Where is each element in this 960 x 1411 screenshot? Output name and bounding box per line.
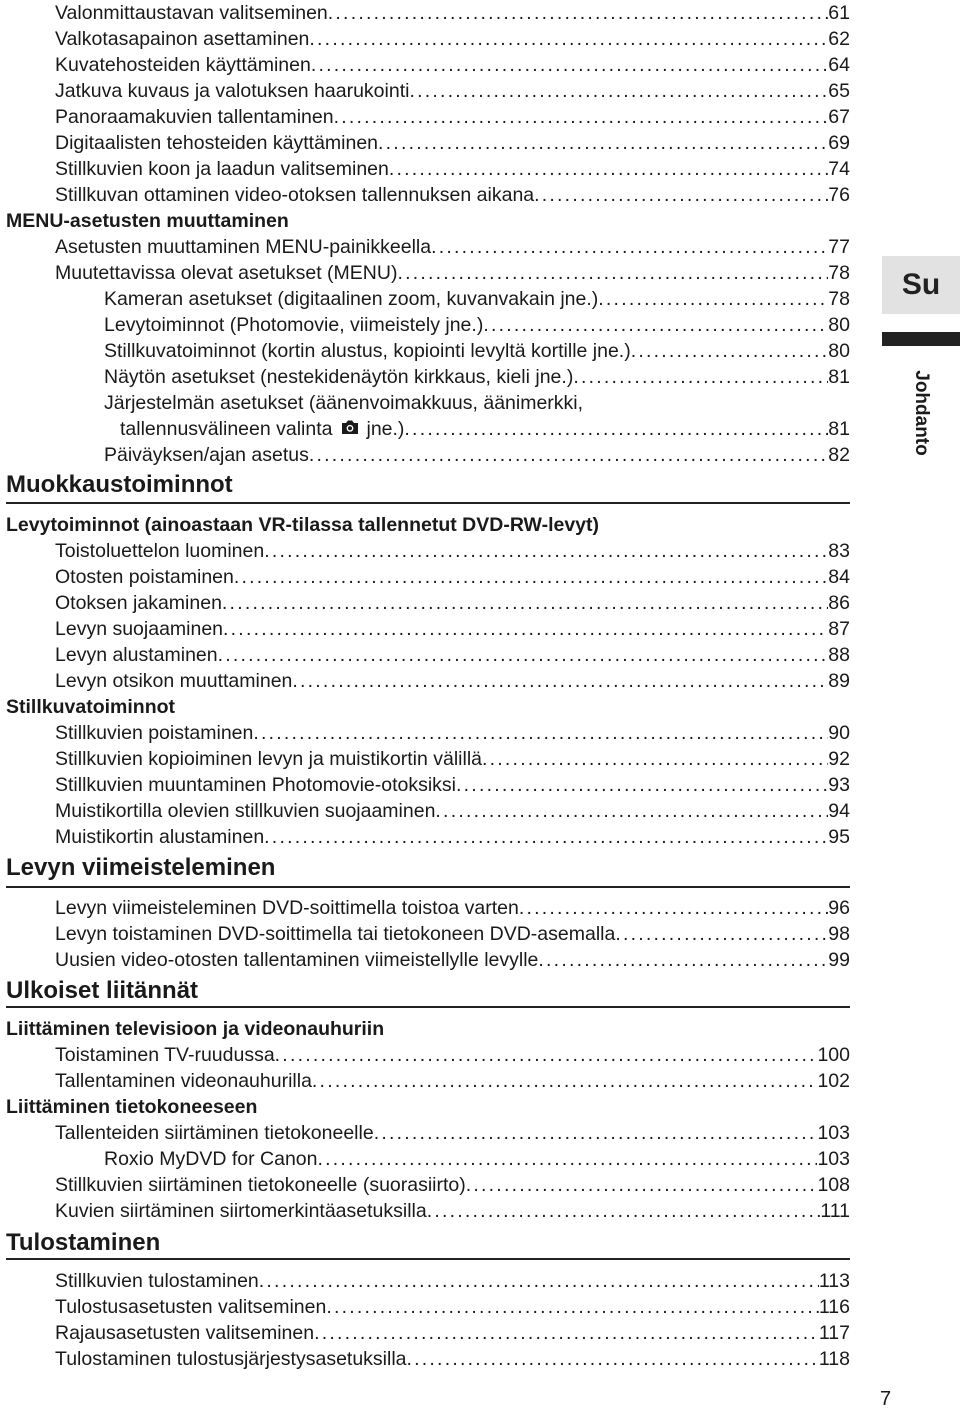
- toc-entry-title: Stillkuvatoiminnot (kortin alustus, kopiointi levyltä kortille jne.): [104, 340, 631, 362]
- toc-entry[interactable]: [104, 442, 850, 468]
- toc-entry[interactable]: [104, 1146, 850, 1172]
- dot-leader: [264, 824, 828, 850]
- dot-leader: [223, 616, 828, 642]
- toc-section-heading: Ulkoiset liitännät: [6, 977, 199, 1004]
- dot-leader: [234, 564, 828, 590]
- toc-page-number: 93: [828, 774, 850, 796]
- toc-entry-title: Otosten poistaminen: [55, 566, 234, 588]
- toc-entry-title: Asetusten muuttaminen MENU-painikkeella: [55, 236, 432, 258]
- toc-entry-title: Levytoiminnot (Photomovie, viimeistely jne.): [104, 314, 484, 336]
- toc-entry[interactable]: [120, 416, 850, 442]
- dot-leader: [404, 416, 828, 442]
- toc-subheading: Liittäminen televisioon ja videonauhuriin: [6, 1018, 385, 1040]
- page-number: 7: [880, 1388, 892, 1410]
- toc-page-number: 103: [817, 1122, 850, 1144]
- dot-leader: [397, 260, 828, 286]
- dot-leader: [264, 538, 828, 564]
- toc-page-number: 81: [828, 366, 850, 388]
- toc-entry-title: Stillkuvien siirtäminen tietokoneelle (suorasiirto): [55, 1174, 466, 1196]
- toc-entry[interactable]: [104, 286, 850, 312]
- toc-page-number: 92: [828, 748, 850, 770]
- toc-page-number: 94: [828, 800, 850, 822]
- toc-page-number: 98: [828, 923, 850, 945]
- dot-leader: [259, 1268, 819, 1294]
- toc-entry-title: Kameran asetukset (digitaalinen zoom, kuvanvakain jne.): [104, 288, 599, 310]
- toc-entry-title: Stillkuvien koon ja laadun valitseminen: [55, 158, 389, 180]
- dot-leader: [409, 78, 828, 104]
- dot-leader: [534, 182, 828, 208]
- toc-page-number: 96: [828, 897, 850, 919]
- toc-page-number: 82: [828, 444, 850, 466]
- dot-leader: [631, 338, 829, 364]
- toc-entry-title: Digitaalisten tehosteiden käyttäminen: [55, 132, 379, 154]
- toc-entry[interactable]: [55, 824, 850, 850]
- toc-page-number: 80: [828, 340, 850, 362]
- toc-entry[interactable]: [55, 1346, 850, 1372]
- toc-entry-title: Stillkuvien tulostaminen: [55, 1270, 259, 1292]
- dot-leader: [519, 895, 828, 921]
- toc-page-number: 111: [820, 1200, 850, 1222]
- toc-entry[interactable]: [55, 1042, 850, 1068]
- toc-page-number: 116: [818, 1296, 850, 1318]
- dot-leader: [573, 364, 828, 390]
- toc-entry-title: Näytön asetukset (nestekidenäytön kirkkaus, kieli jne.): [104, 366, 574, 388]
- section-divider: [6, 1258, 850, 1260]
- toc-entry-title: Rajausasetusten valitseminen: [55, 1322, 315, 1344]
- dot-leader: [378, 130, 828, 156]
- toc-page-number: 113: [818, 1270, 850, 1292]
- toc-entry-title: Levyn viimeisteleminen DVD-soittimella toistoa varten: [55, 897, 519, 919]
- camera-icon: [340, 416, 360, 432]
- toc-entry[interactable]: [55, 921, 850, 947]
- toc-entry[interactable]: [55, 1198, 850, 1224]
- toc-page-number: 74: [828, 158, 850, 180]
- toc-entry[interactable]: [55, 947, 850, 973]
- toc-entry-title-suffix: jne.): [366, 418, 405, 440]
- toc-entry[interactable]: [55, 590, 850, 616]
- section-divider: [6, 1006, 850, 1008]
- toc-entry[interactable]: [55, 616, 850, 642]
- dot-leader: [275, 1042, 818, 1068]
- toc-entry[interactable]: [55, 668, 850, 694]
- toc-entry[interactable]: [55, 642, 850, 668]
- dot-leader: [615, 921, 828, 947]
- toc-entry-title: Tulostaminen tulostusjärjestysasetuksilla: [55, 1348, 407, 1370]
- dot-leader: [466, 1172, 818, 1198]
- dot-leader: [456, 772, 828, 798]
- toc-subheading: Levytoiminnot (ainoastaan VR-tilassa tallennetut DVD-RW-levyt): [6, 514, 600, 536]
- toc-entry[interactable]: [55, 1120, 850, 1146]
- toc-entry-title: Stillkuvien kopioiminen levyn ja muistikortin välillä: [55, 748, 483, 770]
- toc-entry-title: Kuvatehosteiden käyttäminen: [55, 54, 311, 76]
- toc-entry[interactable]: [55, 1172, 850, 1198]
- toc-entry[interactable]: [104, 312, 850, 338]
- toc-page-number: 83: [828, 540, 850, 562]
- toc-entry[interactable]: [55, 234, 850, 260]
- toc-entry[interactable]: [55, 798, 850, 824]
- dot-leader: [218, 642, 829, 668]
- toc-entry[interactable]: [55, 895, 850, 921]
- toc-entry[interactable]: [55, 1068, 850, 1094]
- toc-entry[interactable]: [55, 52, 850, 78]
- dot-leader: [309, 26, 828, 52]
- toc-page-number: 78: [828, 288, 850, 310]
- toc-entry-title: Valonmittaustavan valitseminen: [55, 2, 328, 24]
- toc-entry-title: Levyn alustaminen: [55, 644, 218, 666]
- dot-leader: [328, 0, 829, 26]
- toc-entry[interactable]: [104, 364, 850, 390]
- toc-entry-title: Toistoluettelon luominen: [55, 540, 265, 562]
- toc-entry[interactable]: [55, 564, 850, 590]
- dot-leader: [389, 156, 828, 182]
- toc-page-number: 84: [828, 566, 850, 588]
- dot-leader: [598, 286, 828, 312]
- toc-entry-title: Muistikortin alustaminen: [55, 826, 265, 848]
- toc-entry[interactable]: [104, 338, 850, 364]
- dot-leader: [314, 1320, 819, 1346]
- toc-page-number: 78: [828, 262, 850, 284]
- toc-page-number: 76: [828, 184, 850, 206]
- dot-leader: [311, 52, 828, 78]
- toc-entry[interactable]: [55, 720, 850, 746]
- toc-page-number: 90: [828, 722, 850, 744]
- dot-leader: [292, 668, 828, 694]
- toc-page-number: 99: [828, 949, 850, 971]
- toc-entry[interactable]: [55, 260, 850, 286]
- dot-leader: [326, 1294, 819, 1320]
- toc-page-number: 89: [828, 670, 850, 692]
- toc-page-number: 88: [828, 644, 850, 666]
- toc-page-number: 65: [828, 80, 850, 102]
- toc-page-number: 64: [828, 54, 850, 76]
- toc-page-number: 95: [828, 826, 850, 848]
- toc-entry-title: Roxio MyDVD for Canon: [104, 1148, 318, 1170]
- toc-entry[interactable]: [55, 1294, 850, 1320]
- toc-entry[interactable]: [55, 1268, 850, 1294]
- toc-page-number: 108: [817, 1174, 850, 1196]
- toc-page-number: 117: [818, 1322, 850, 1344]
- toc-page-number: 80: [828, 314, 850, 336]
- dot-leader: [318, 1146, 818, 1172]
- toc-entry-title: Levyn otsikon muuttaminen: [55, 670, 293, 692]
- toc-subheading: Stillkuvatoiminnot: [6, 696, 176, 718]
- language-tab: Su: [882, 256, 960, 314]
- toc-entry-title: Päiväyksen/ajan asetus: [104, 444, 309, 466]
- toc-entry-line: Järjestelmän asetukset (äänenvoimakkuus, äänimerkki,: [104, 392, 584, 414]
- toc-entry-title: Kuvien siirtäminen siirtomerkintäasetuksilla: [55, 1200, 427, 1222]
- toc-subheading: MENU-asetusten muuttaminen: [6, 210, 289, 232]
- toc-entry[interactable]: [55, 156, 850, 182]
- toc-section-heading: Levyn viimeisteleminen: [6, 854, 276, 881]
- toc-entry-title: Muutettavissa olevat asetukset (MENU): [55, 262, 398, 284]
- toc-entry-title: Stillkuvien muuntaminen Photomovie-otoksiksi: [55, 774, 457, 796]
- toc-page-number: 87: [828, 618, 850, 640]
- dot-leader: [482, 746, 828, 772]
- toc-entry[interactable]: [55, 182, 850, 208]
- toc-page-number: 62: [828, 28, 850, 50]
- toc-entry-title: Tulostusasetusten valitseminen: [55, 1296, 327, 1318]
- toc-entry-title: Panoraamakuvien tallentaminen: [55, 106, 334, 128]
- toc-entry[interactable]: [55, 772, 850, 798]
- toc-entry-title: Otoksen jakaminen: [55, 592, 222, 614]
- toc-entry-title: Uusien video-otosten tallentaminen viimeistellylle levylle: [55, 949, 539, 971]
- toc-page-number: 118: [818, 1348, 850, 1370]
- toc-entry-title: Toistaminen TV-ruudussa: [55, 1044, 275, 1066]
- tab-divider: [882, 332, 960, 346]
- toc-page-number: 102: [817, 1070, 850, 1092]
- dot-leader: [407, 1346, 819, 1372]
- toc-page-number: 61: [828, 2, 850, 24]
- dot-leader: [222, 590, 828, 616]
- toc-entry-title: Tallentaminen videonauhurilla: [55, 1070, 312, 1092]
- toc-entry-title: Tallenteiden siirtäminen tietokoneelle: [55, 1122, 374, 1144]
- dot-leader: [431, 234, 828, 260]
- dot-leader: [334, 104, 829, 130]
- toc-entry[interactable]: [55, 1320, 850, 1346]
- dot-leader: [312, 1068, 818, 1094]
- toc-entry[interactable]: [55, 746, 850, 772]
- toc-page-number: 67: [828, 106, 850, 128]
- toc-entry-title: tallennusvälineen valinta: [120, 418, 333, 440]
- toc-page-number: 100: [817, 1044, 850, 1066]
- toc-entry-title: Muistikortilla olevien stillkuvien suojaaminen: [55, 800, 436, 822]
- dot-leader: [483, 312, 828, 338]
- toc-entry-title: Valkotasapainon asettaminen: [55, 28, 310, 50]
- toc-page-number: 86: [828, 592, 850, 614]
- toc-page-number: 81: [828, 418, 850, 440]
- toc-entry[interactable]: [55, 538, 850, 564]
- dot-leader: [253, 720, 828, 746]
- toc-entry-title: Levyn suojaaminen: [55, 618, 224, 640]
- section-divider: [6, 886, 850, 888]
- toc-entry[interactable]: [55, 0, 850, 26]
- toc-entry-title: Stillkuvan ottaminen video-otoksen tallennuksen aikana: [55, 184, 535, 206]
- section-divider: [6, 502, 850, 504]
- toc-entry[interactable]: [55, 104, 850, 130]
- toc-subheading: Liittäminen tietokoneeseen: [6, 1096, 258, 1118]
- toc-entry[interactable]: [55, 26, 850, 52]
- dot-leader: [538, 947, 828, 973]
- toc-entry[interactable]: [55, 130, 850, 156]
- toc-section-heading: Muokkaustoiminnot: [6, 471, 233, 498]
- dot-leader: [309, 442, 828, 468]
- toc-page-number: 69: [828, 132, 850, 154]
- toc-page-number: 77: [828, 236, 850, 258]
- toc-entry-title: Stillkuvien poistaminen: [55, 722, 254, 744]
- dot-leader: [435, 798, 828, 824]
- toc-section-heading: Tulostaminen: [6, 1229, 161, 1256]
- toc-entry[interactable]: [55, 78, 850, 104]
- toc-entry-title: Levyn toistaminen DVD-soittimella tai tietokoneen DVD-asemalla: [55, 923, 616, 945]
- dot-leader: [374, 1120, 818, 1146]
- toc-entry-title: Jatkuva kuvaus ja valotuksen haarukointi: [55, 80, 410, 102]
- toc-page-number: 103: [817, 1148, 850, 1170]
- dot-leader: [427, 1198, 821, 1224]
- section-label: Johdanto: [911, 370, 932, 456]
